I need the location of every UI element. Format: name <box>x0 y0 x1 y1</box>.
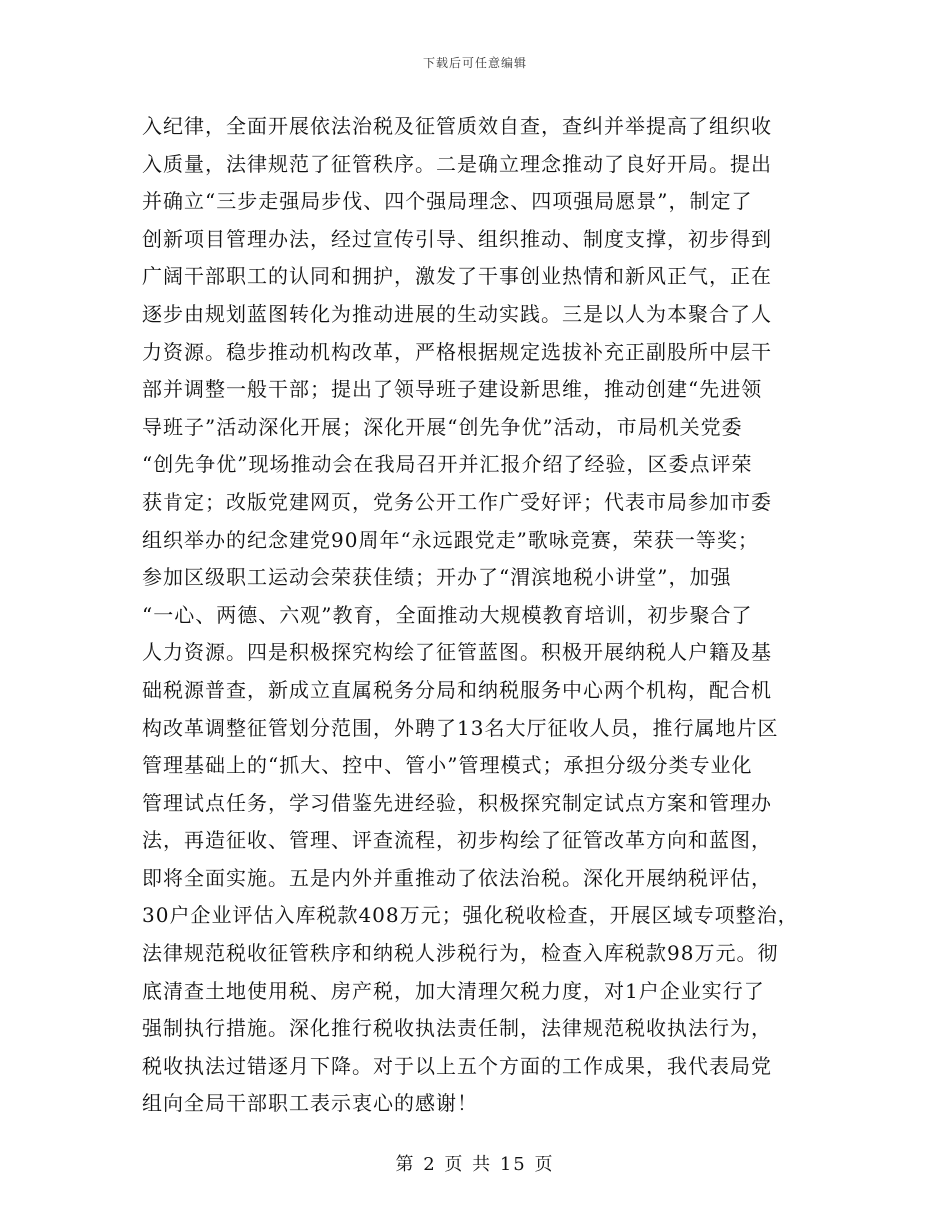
text-line: “创先争优”现场推动会在我局召开并汇报介绍了经验，区委点评荣 <box>142 452 753 477</box>
page-header: 下载后可任意编辑 <box>422 56 527 70</box>
text-line: 并确立“三步走强局步伐、四个强局理念、四项强局愿景”，制定了 <box>142 189 753 214</box>
text-line: 即将全面实施。五是内外并重推动了依法治税。深化开展纳税评估， <box>142 865 772 890</box>
text-line: 税收执法过错逐月下降。对于以上五个方面的工作成果，我代表局党 <box>142 1053 772 1078</box>
text-line: 创新项目管理办法，经过宣传引导、组织推动、制度支撑，初步得到 <box>142 226 772 251</box>
text-line: 力资源。稳步推动机构改革，严格根据规定选拔补充正副股所中层干 <box>142 339 772 364</box>
text-line: 人力资源。四是积极探究构绘了征管蓝图。积极开展纳税人户籍及基 <box>142 640 772 665</box>
text-line: 参加区级职工运动会荣获佳绩；开办了“渭滨地税小讲堂”，加强 <box>142 565 732 590</box>
text-line: “一心、两德、六观”教育，全面推动大规模教育培训，初步聚合了 <box>142 602 753 627</box>
text-line: 组向全局干部职工表示衷心的感谢！ <box>142 1091 478 1116</box>
text-line: 入质量，法律规范了征管秩序。二是确立理念推动了良好开局。提出 <box>142 151 772 176</box>
text-line: 获肯定；改版党建网页，党务公开工作广受好评；代表市局参加市委 <box>142 489 772 514</box>
text-line: 底清查土地使用税、房产税，加大清理欠税力度，对1户企业实行了 <box>142 978 765 1003</box>
text-line: 入纪律，全面开展依法治税及征管质效自查，查纠并举提高了组织收 <box>142 114 772 138</box>
text-line: 管理试点任务，学习借鉴先进经验，积极探究制定试点方案和管理办 <box>142 790 772 815</box>
text-line: 30户企业评估入库税款408万元；强化税收检查，开展区域专项整治， <box>142 903 799 928</box>
body-text <box>142 108 822 1123</box>
text-line: 强制执行措施。深化推行税收执法责任制，法律规范税收执法行为， <box>142 1016 772 1041</box>
text-line: 法，再造征收、管理、评查流程，初步构绘了征管改革方向和蓝图， <box>142 828 772 853</box>
text-line: 逐步由规划蓝图转化为推动进展的生动实践。三是以人为本聚合了人 <box>142 301 772 326</box>
text-line: 组织举办的纪念建党90周年“永远跟党走”歌咏竞赛，荣获一等奖； <box>142 527 759 552</box>
text-line: 管理基础上的“抓大、控中、管小”管理模式；承担分级分类专业化 <box>142 753 753 778</box>
text-line: 构改革调整征管划分范围，外聘了13名大厅征收人员，推行属地片区 <box>142 715 779 740</box>
text-line: 广阔干部职工的认同和拥护，激发了干事创业热情和新风正气，正在 <box>142 264 772 289</box>
text-line: 法律规范税收征管秩序和纳税人涉税行为，检查入库税款98万元。彻 <box>142 941 779 966</box>
text-line: 导班子”活动深化开展；深化开展“创先争优”活动，市局机关党委 <box>142 414 743 439</box>
text-line: 部并调整一般干部；提出了领导班子建设新思维，推动创建“先进领 <box>142 377 763 402</box>
text-line: 础税源普查，新成立直属税务分局和纳税服务中心两个机构，配合机 <box>142 677 772 702</box>
page-footer: 第 2 页 共 15 页 <box>395 1154 555 1175</box>
